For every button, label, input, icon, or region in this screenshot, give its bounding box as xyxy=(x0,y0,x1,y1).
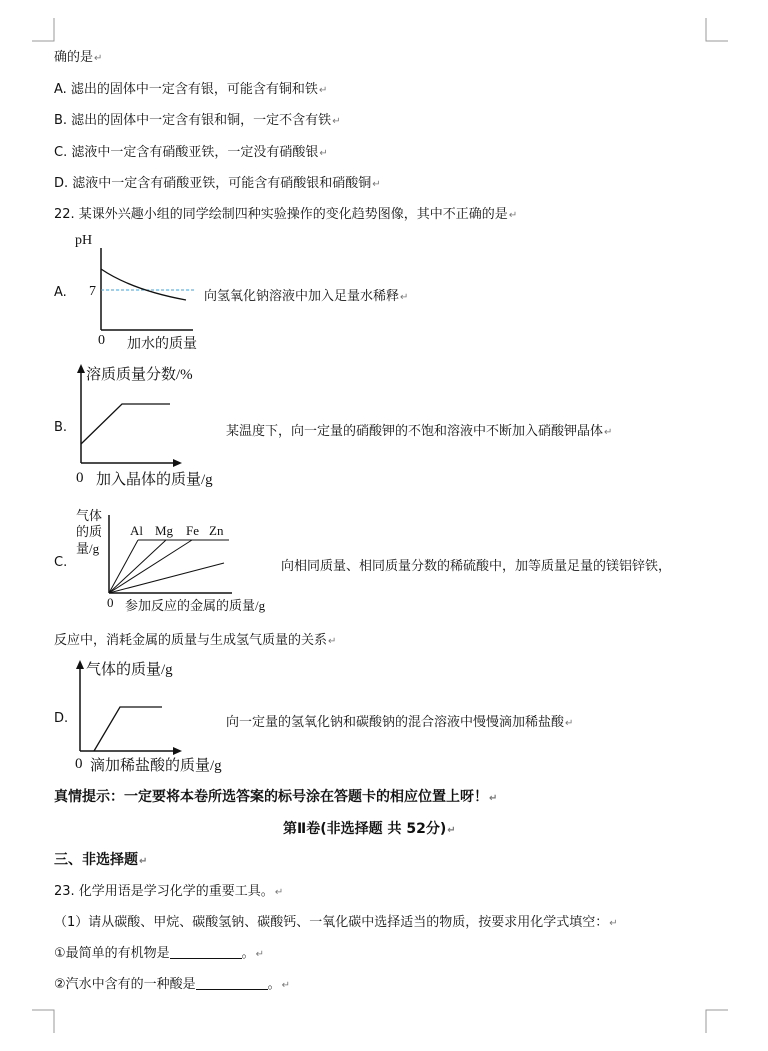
q23-item1 xyxy=(54,946,264,963)
q22-a-origin: 0 xyxy=(98,333,105,348)
section-3-text: 三、非选择题 xyxy=(54,852,138,868)
q23-sub1 xyxy=(54,915,618,932)
q23-stem-text: 23. 化学用语是学习化学的重要工具。 xyxy=(54,884,274,899)
reminder-text: 真情提示：一定要将本卷所选答案的标号涂在答题卡的相应位置上呀！ xyxy=(54,789,488,805)
q23-item2 xyxy=(54,977,290,994)
return-mark: ↵ xyxy=(281,980,291,991)
crop-mark-top-right xyxy=(706,18,728,41)
part2-title xyxy=(283,821,456,839)
q22-c-metal-mg: Mg xyxy=(155,523,174,538)
q22-b-origin: 0 xyxy=(76,470,84,486)
return-mark: ↵ xyxy=(447,825,456,836)
q22-c-metal-zn: Zn xyxy=(209,523,224,538)
q22-b-desc-text: 某温度下，向一定量的硝酸钾的不饱和溶液中不断加入硝酸钾晶体 xyxy=(226,424,604,439)
return-mark: ↵ xyxy=(255,949,265,960)
q22-c-desc-text: 向相同质量、相同质量分数的稀硫酸中，加等质量足量的镁铝锌铁， xyxy=(281,559,672,574)
q22-d-desc xyxy=(226,711,573,730)
q21-stem-tail xyxy=(54,50,102,67)
q22-c-ylabel-1: 气体 xyxy=(76,508,103,523)
q22-c-line-zn xyxy=(109,563,224,593)
q23-item2-text: ②汽水中含有的一种酸是 xyxy=(54,977,196,992)
return-mark: ↵ xyxy=(274,887,284,898)
q22-c-desc-cont-text: 反应中，消耗金属的质量与生成氢气质量的关系 xyxy=(54,633,328,648)
q22-c-metal-fe: Fe xyxy=(186,523,199,538)
q22-d-label: D. xyxy=(54,711,69,726)
q22-b-line xyxy=(81,404,170,444)
q22-stem xyxy=(54,207,517,224)
return-mark: ↵ xyxy=(508,210,518,221)
q22-b-xlabel: 加入晶体的质量/g xyxy=(96,472,213,488)
q22-c-origin: 0 xyxy=(107,595,114,610)
q22-a-label: A. xyxy=(54,285,67,300)
q22-a-xlabel: 加水的质量 xyxy=(127,337,197,352)
q22-a-ytick: 7 xyxy=(89,284,96,299)
part2-title-text: 第Ⅱ卷(非选择题 共 52分) xyxy=(283,821,447,837)
q23-item1-end: 。 xyxy=(241,946,255,961)
q21-option-c xyxy=(54,145,328,162)
q22-d-ylabel: 气体的质量/g xyxy=(86,662,173,678)
q22-d-x-arrow xyxy=(173,747,182,755)
q22-c-ylabel-3: 量/g xyxy=(76,541,100,556)
q22-c-xlabel: 参加反应的金属的质量/g xyxy=(125,598,266,613)
return-mark: ↵ xyxy=(489,793,498,804)
return-mark: ↵ xyxy=(139,856,148,867)
q21-option-d-text: D. 滤液中一定含有硝酸亚铁，可能含有硝酸银和硝酸铜 xyxy=(54,176,372,191)
return-mark: ↵ xyxy=(565,718,574,729)
q22-a-graph xyxy=(72,228,212,353)
q22-d-origin: 0 xyxy=(75,756,83,772)
section-3-heading xyxy=(54,852,147,870)
q22-b-x-arrow xyxy=(173,459,182,467)
reminder xyxy=(54,789,497,807)
q21-option-c-text: C. 滤液中一定含有硝酸亚铁，一定没有硝酸银 xyxy=(54,145,319,160)
q22-c-line-al xyxy=(109,540,138,593)
q21-option-d xyxy=(54,176,381,193)
crop-mark-bottom-right xyxy=(706,1010,728,1033)
return-mark: ↵ xyxy=(94,53,103,64)
q22-a-desc-text: 向氢氧化钠溶液中加入足量水稀释 xyxy=(204,289,400,304)
q22-c-desc-continued xyxy=(54,633,336,650)
q22-d-xlabel: 滴加稀盐酸的质量/g xyxy=(90,758,222,774)
answer-blank-2[interactable] xyxy=(196,977,268,990)
return-mark: ↵ xyxy=(400,292,409,303)
return-mark: ↵ xyxy=(319,148,328,159)
q21-option-b-text: B. 滤出的固体中一定含有银和铜，一定不含有铁 xyxy=(54,113,332,128)
q22-b-ylabel: 溶质质量分数/% xyxy=(86,367,193,383)
q22-c-desc xyxy=(281,555,671,574)
crop-mark-bottom-left xyxy=(32,1010,54,1033)
q21-stem-text: 确的是 xyxy=(54,50,94,65)
q22-c-label: C. xyxy=(54,555,68,570)
q22-c-ylabel-2: 的质 xyxy=(76,524,103,539)
q23-item1-text: ①最简单的有机物是 xyxy=(54,946,170,961)
return-mark: ↵ xyxy=(604,427,613,438)
q22-a-curve xyxy=(101,269,186,300)
return-mark: ↵ xyxy=(332,116,341,127)
q22-a-ylabel: pH xyxy=(75,233,93,248)
q23-stem xyxy=(54,884,283,901)
q22-d-line xyxy=(94,707,162,751)
crop-mark-top-left xyxy=(32,18,54,41)
q23-sub1-text: （1）请从碳酸、甲烷、碳酸氢钠、碳酸钙、一氧化碳中选择适当的物质，按要求用化学式填空： xyxy=(54,915,609,930)
q22-a-desc xyxy=(204,285,408,304)
return-mark: ↵ xyxy=(328,636,337,647)
return-mark: ↵ xyxy=(372,179,381,190)
return-mark: ↵ xyxy=(609,918,618,929)
answer-blank-1[interactable] xyxy=(170,946,242,959)
q22-b-label: B. xyxy=(54,420,68,435)
q23-item2-end: 。 xyxy=(267,977,281,992)
q21-option-a-text: A. 滤出的固体中一定含有银，可能含有铜和铁 xyxy=(54,82,318,97)
q22-c-graph xyxy=(72,505,292,615)
q22-c-line-fe xyxy=(109,540,192,593)
q22-c-metal-al: Al xyxy=(130,523,143,538)
q22-b-desc xyxy=(226,420,612,439)
q21-option-b xyxy=(54,113,341,130)
q22-d-desc-text: 向一定量的氢氧化钠和碳酸钠的混合溶液中慢慢滴加稀盐酸 xyxy=(226,715,565,730)
return-mark: ↵ xyxy=(318,85,328,96)
q21-option-a xyxy=(54,82,327,99)
q22-stem-text: 22. 某课外兴趣小组的同学绘制四种实验操作的变化趋势图像，其中不正确的是 xyxy=(54,207,508,222)
